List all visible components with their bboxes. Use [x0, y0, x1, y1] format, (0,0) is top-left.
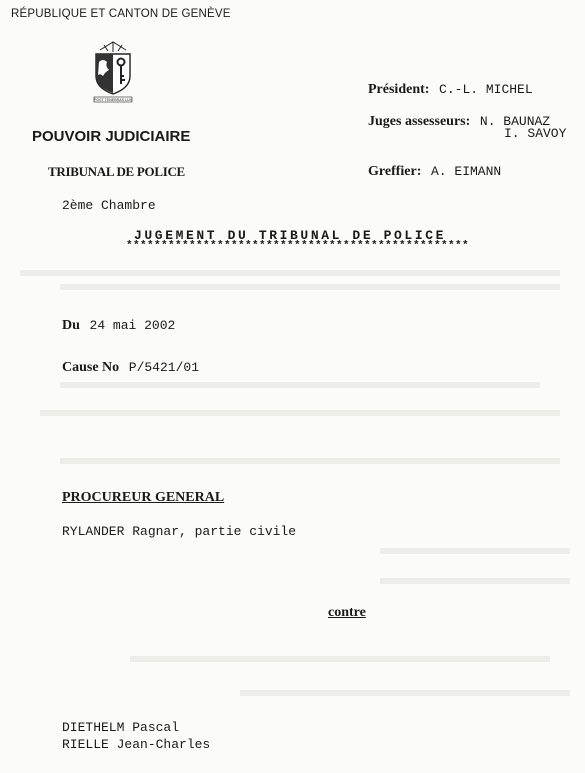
- cause-number: P/5421/01: [128, 360, 199, 375]
- bleed-through-line: [60, 284, 560, 290]
- bleed-through-line: [380, 578, 570, 584]
- bleed-through-line: [20, 270, 560, 276]
- accused-name: DIETHELM Pascal: [62, 720, 180, 735]
- chamber-label: 2ème Chambre: [62, 198, 156, 213]
- judgment-date-line: [62, 316, 175, 334]
- cause-number-line: [62, 358, 199, 376]
- crest-motto: POST TENEBRAS LUX: [93, 98, 133, 102]
- clerk-label: Greffier:: [368, 164, 422, 179]
- prosecutor-heading: PROCUREUR GENERAL: [62, 490, 225, 505]
- judgment-title: JUGEMENT DU TRIBUNAL DE POLICE: [134, 228, 447, 243]
- republic-heading: RÉPUBLIQUE ET CANTON DE GENÈVE: [11, 8, 231, 20]
- bleed-through-line: [240, 690, 570, 696]
- versus-label: contre: [328, 605, 366, 620]
- president-name: C.-L. MICHEL: [439, 82, 533, 97]
- title-star-underline: *************************************************: [126, 240, 470, 252]
- cause-label: Cause No: [62, 360, 120, 375]
- president-line: [368, 80, 533, 98]
- judge-2-name: I. SAVOY: [504, 126, 567, 141]
- judges-label: Juges assesseurs:: [368, 114, 471, 129]
- civil-party-line: RYLANDER Ragnar, partie civile: [62, 524, 297, 539]
- clerk-name: A. EIMANN: [430, 164, 502, 179]
- authority-heading: POUVOIR JUDICIAIRE: [32, 128, 191, 145]
- date-label: Du: [62, 318, 80, 333]
- judgment-date: 24 mai 2002: [89, 318, 176, 333]
- clerk-line: [368, 162, 501, 180]
- court-heading: TRIBUNAL DE POLICE: [48, 164, 185, 179]
- president-label: Président:: [368, 82, 430, 97]
- bleed-through-line: [130, 656, 550, 662]
- bleed-through-line: [40, 410, 560, 416]
- judge-1-name: N. BAUNAZ: [479, 114, 551, 129]
- bleed-through-line: [60, 382, 540, 388]
- bleed-through-line: [380, 548, 570, 554]
- accused-name: RIELLE Jean-Charles: [62, 737, 211, 752]
- bleed-through-line: [60, 458, 560, 464]
- geneva-crest-icon: [86, 40, 140, 104]
